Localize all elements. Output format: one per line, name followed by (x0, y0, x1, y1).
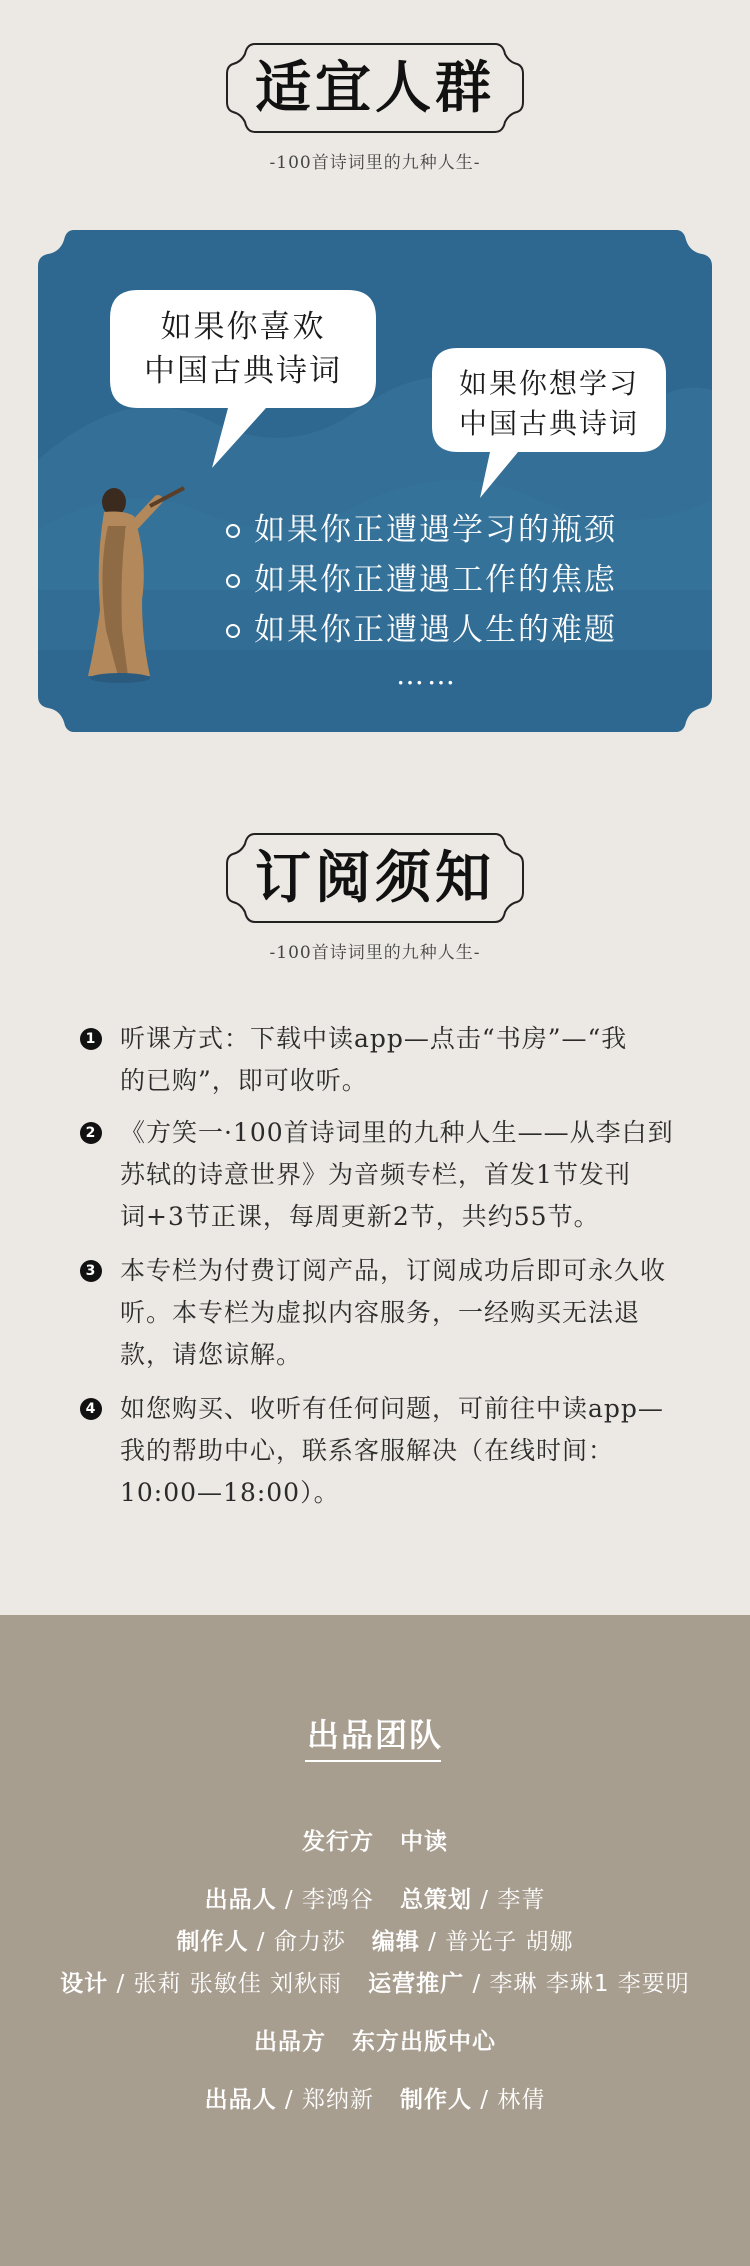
notice-line: 苏轼的诗意世界》为音频专栏，首发1节发刊 (120, 1160, 631, 1189)
audience-bullets (226, 505, 617, 655)
circle-bullet-icon (226, 624, 240, 638)
notice-line: 的已购”，即可收听。 (120, 1066, 368, 1095)
notice-line: 听课方式：下载中读app—点击“书房”—“我 (120, 1024, 628, 1053)
team-title-underline (305, 1760, 441, 1762)
bubble-1-line-2: 中国古典诗词 (144, 353, 342, 389)
notice-line: 听。本专栏为虚拟内容服务，一经购买无法退 (120, 1298, 641, 1327)
credits-line: 出品人 / 郑纳新 制作人 / 林倩 (204, 2087, 546, 2113)
credits-line: 设计 / 张莉 张敏佳 刘秋雨 运营推广 / 李琳 李琳1 李要明 (60, 1971, 690, 1997)
credits-line: 出品人 / 李鸿谷 总策划 / 李菁 (204, 1887, 546, 1913)
section-title-notice (0, 830, 750, 963)
bubble-2-text (432, 364, 666, 444)
number-badge-icon: 3 (80, 1260, 102, 1282)
bubble-2-line-1: 如果你想学习 (458, 367, 639, 400)
notice-line: 如您购买、收听有任何问题，可前往中读app— (120, 1394, 664, 1423)
bullet-item: 如果你正遭遇工作的焦虑 (226, 555, 617, 605)
notice-line: 《方笑一·100首诗词里的九种人生——从李白到 (120, 1118, 674, 1147)
title-frame (225, 830, 525, 926)
bubble-2-line-2: 中国古典诗词 (458, 407, 639, 440)
notice-line: 我的帮助中心，联系客服解决（在线时间： (120, 1436, 615, 1465)
notice-line: 词+3节正课，每周更新2节，共约55节。 (120, 1202, 600, 1231)
number-badge-icon: 1 (80, 1028, 102, 1050)
subtitle: -100首诗词里的九种人生- (269, 153, 481, 173)
number-badge-icon: 2 (80, 1122, 102, 1144)
bubble-1-text (110, 305, 376, 393)
notice-item (80, 1018, 680, 1102)
section-heading: 订阅须知 (255, 845, 495, 911)
bullet-item: 如果你正遭遇人生的难题 (226, 605, 617, 655)
ellipsis: …… (396, 658, 458, 691)
title-frame (225, 40, 525, 136)
credits-line: 制作人 / 俞力莎 编辑 / 普光子 胡娜 (176, 1929, 574, 1955)
notice-item (80, 1112, 680, 1238)
team-section (0, 1615, 750, 2266)
notice-line: 款，请您谅解。 (120, 1340, 303, 1369)
team-title: 出品团队 (306, 1716, 443, 1754)
pub-line: 出品方 东方出版中心 (254, 2029, 496, 2055)
circle-bullet-icon (226, 574, 240, 588)
notice-item (80, 1388, 680, 1514)
circle-bullet-icon (226, 524, 240, 538)
subtitle: -100首诗词里的九种人生- (269, 943, 481, 963)
notice-item (80, 1250, 680, 1376)
bullet-item: 如果你正遭遇学习的瓶颈 (226, 505, 617, 555)
bubble-1-line-1: 如果你喜欢 (160, 309, 326, 345)
notice-line: 10:00—18:00）。 (120, 1478, 340, 1507)
number-badge-icon: 4 (80, 1398, 102, 1420)
notice-line: 本专栏为付费订阅产品，订阅成功后即可永久收 (120, 1256, 667, 1285)
page-title: 适宜人群 (255, 55, 495, 121)
publisher-line: 发行方 中读 (302, 1829, 448, 1855)
section-title-suitable (0, 40, 750, 173)
